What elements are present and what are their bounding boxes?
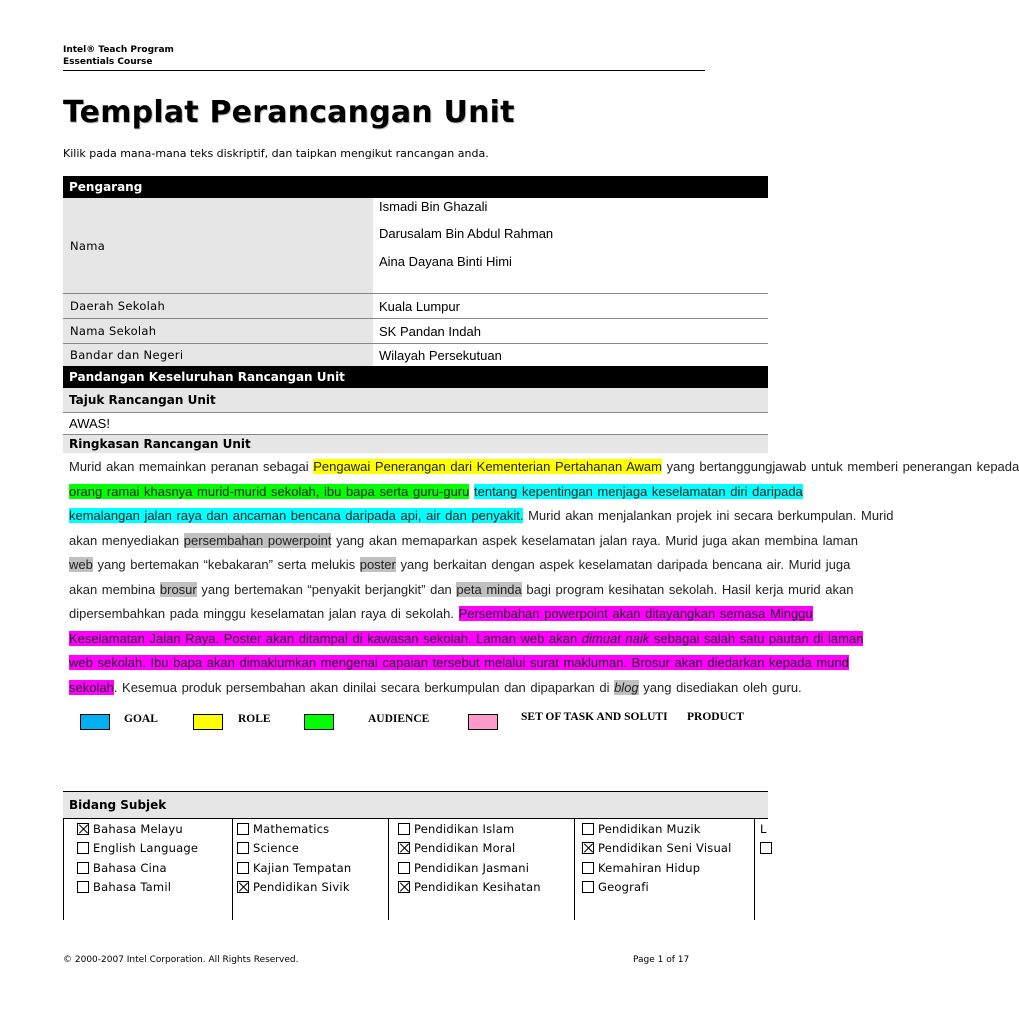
subject-option[interactable]	[760, 819, 776, 839]
subject-label: Pendidikan Seni Visual	[598, 841, 732, 856]
summary-line	[69, 481, 829, 506]
summary-line	[69, 628, 864, 653]
summary-line	[69, 456, 1019, 481]
subject-column	[760, 819, 776, 896]
instruction-text: Kilik pada mana-mana teks diskriptif, dan taipkan mengikut rancangan anda.	[63, 147, 489, 160]
unit-title-label: Tajuk Rancangan Unit	[63, 388, 768, 412]
legend-label-goal: GOAL	[124, 713, 158, 725]
subject-option[interactable]	[77, 858, 198, 878]
highlighted-text: Pengawai Penerangan dari Kementerian Pertahanan Awam	[313, 459, 662, 474]
subject-option[interactable]	[398, 858, 541, 878]
summary-line	[69, 579, 854, 604]
checkbox-icon[interactable]	[582, 823, 594, 835]
checkbox-icon[interactable]	[77, 862, 89, 874]
subject-label: Pendidikan Sivik	[253, 880, 350, 895]
page-title: Templat Perancangan Unit	[63, 95, 515, 130]
bandar-negeri-value[interactable]: Wilayah Persekutuan	[379, 347, 502, 363]
subject-label: Pendidikan Moral	[414, 841, 516, 856]
subject-option[interactable]	[398, 878, 541, 898]
subject-label: Bahasa Melayu	[93, 821, 183, 836]
summary-text: Murid akan menjalankan projek ini secara berkumpulan. Murid	[523, 508, 894, 523]
highlighted-text: kemalangan jalan raya dan ancaman bencana daripada api, air dan penyakit.	[69, 508, 524, 523]
highlighted-text: blog	[614, 679, 639, 695]
legend-label-product: PRODUCT	[687, 711, 744, 723]
highlighted-text: Keselamatan Jalan Raya. Poster akan ditampal di kawasan sekolah. Laman web akan	[69, 630, 582, 646]
summary-text: yang bertemakan “penyakit berjangkit” dan	[196, 581, 457, 597]
summary-text: . Kesemua produk persembahan akan dinilai secara berkumpulan dan dipaparkan di	[113, 679, 615, 695]
subject-label: Kemahiran Hidup	[598, 860, 701, 875]
author-section-heading: Pengarang	[63, 176, 768, 198]
checkbox-checked-icon[interactable]	[237, 881, 249, 893]
column-divider	[754, 818, 755, 920]
subject-column	[77, 819, 198, 896]
summary-text: akan membina	[69, 581, 160, 597]
subject-label: Pendidikan Islam	[414, 821, 515, 836]
subject-option[interactable]	[582, 858, 732, 878]
checkbox-icon[interactable]	[398, 823, 410, 835]
highlighted-text: peta minda	[456, 581, 522, 597]
summary-line	[69, 530, 858, 555]
column-divider	[574, 818, 575, 920]
subject-option[interactable]	[760, 839, 776, 859]
subjects-heading: Bidang Subjek	[63, 792, 768, 818]
header-rule	[63, 70, 705, 71]
subject-option[interactable]	[582, 839, 732, 859]
summary-line	[69, 505, 894, 530]
checkbox-checked-icon[interactable]	[398, 881, 410, 893]
bandar-negeri-label: Bandar dan Negeri	[63, 344, 373, 366]
summary-line	[69, 652, 849, 677]
subject-option[interactable]	[237, 878, 351, 898]
summary-line	[69, 677, 829, 702]
summary-text: dipersembahkan pada minggu keselamatan jalan raya di sekolah.	[69, 606, 459, 621]
subject-option[interactable]	[77, 878, 198, 898]
daerah-sekolah-value[interactable]: Kuala Lumpur	[379, 298, 460, 314]
highlighted-text: web	[69, 557, 93, 572]
unit-plan-table	[63, 176, 1019, 920]
subject-option[interactable]	[77, 839, 198, 859]
subject-option[interactable]	[237, 858, 351, 878]
subject-label: Geografi	[598, 880, 649, 895]
column-divider	[388, 818, 389, 920]
highlighted-text: Persembahan powerpoint akan ditayangkan semasa Minggu	[458, 606, 813, 621]
daerah-sekolah-label: Daerah Sekolah	[63, 294, 373, 318]
highlighted-text: poster	[359, 557, 396, 572]
highlighted-text: persembahan powerpoint	[183, 532, 332, 548]
document-header	[63, 44, 174, 68]
program-name: Intel® Teach Program	[63, 45, 174, 55]
highlighted-text: orang ramai khasnya murid-murid sekolah, ibu bapa serta guru-guru	[69, 483, 470, 499]
subject-option[interactable]	[77, 819, 198, 839]
author-name: Darusalam Bin Abdul Rahman	[379, 226, 554, 241]
subject-column	[582, 819, 732, 896]
legend-label-role: ROLE	[238, 713, 271, 725]
overview-section-heading: Pandangan Keseluruhan Rancangan Unit	[63, 366, 768, 388]
course-name: Essentials Course	[63, 57, 153, 67]
legend-swatch-audience	[304, 714, 334, 730]
subject-label: Pendidikan Kesihatan	[414, 880, 541, 895]
legend-swatch-task	[468, 714, 498, 730]
highlighted-text: brosur	[159, 581, 197, 597]
author-name: Ismadi Bin Ghazali	[379, 199, 488, 214]
column-divider	[232, 818, 233, 920]
checkbox-icon[interactable]	[237, 842, 249, 854]
checkbox-icon[interactable]	[237, 862, 249, 874]
legend-label-task: SET OF TASK AND SOLUTI	[521, 711, 668, 723]
nama-label: Nama	[63, 198, 373, 293]
subject-label: Bahasa Cina	[93, 860, 167, 875]
summary-text: yang berkaitan dengan aspek keselamatan daripada bencana air. Murid juga	[395, 557, 851, 572]
nama-sekolah-label: Nama Sekolah	[63, 319, 373, 343]
subject-column	[398, 819, 541, 896]
subject-label: Science	[253, 841, 299, 856]
subject-option[interactable]	[237, 839, 351, 859]
subject-label: Pendidikan Jasmani	[414, 860, 530, 875]
author-name: Aina Dayana Binti Himi	[379, 254, 512, 269]
subject-option[interactable]	[398, 839, 541, 859]
table-border-left	[63, 818, 64, 920]
legend-label-audience: AUDIENCE	[368, 713, 430, 725]
summary-line	[69, 603, 829, 628]
summary-line	[69, 554, 851, 579]
legend-swatch-role	[193, 714, 223, 730]
highlighted-text: sebagai salah satu pautan di laman	[649, 630, 864, 646]
subject-label: Pendidikan Muzik	[598, 821, 701, 836]
subject-label: L	[760, 821, 767, 836]
summary-text: yang bertanggungjawab untuk memberi penerangan kepada	[661, 459, 1019, 474]
footer-copyright: © 2000-2007 Intel Corporation. All Rights Reserved.	[63, 955, 299, 965]
checkbox-icon[interactable]	[582, 862, 594, 874]
subject-column	[237, 819, 351, 896]
checkbox-icon[interactable]	[398, 862, 410, 874]
footer-page-number: Page 1 of 17	[633, 955, 690, 965]
subject-option[interactable]	[237, 819, 351, 839]
checkbox-checked-icon[interactable]	[398, 842, 410, 854]
legend-swatch-goal	[80, 714, 110, 730]
subject-label: English Language	[93, 841, 199, 856]
checkbox-checked-icon[interactable]	[77, 823, 89, 835]
checkbox-icon[interactable]	[77, 881, 89, 893]
summary-text: bagi program kesihatan sekolah. Hasil kerja murid akan	[521, 581, 854, 597]
summary-label: Ringkasan Rancangan Unit	[63, 435, 768, 453]
summary-text: akan menyediakan	[69, 532, 184, 548]
color-legend	[63, 709, 768, 733]
summary-text: Murid akan memainkan peranan sebagai	[69, 459, 314, 474]
subject-label: Mathematics	[253, 821, 330, 836]
checkbox-icon[interactable]	[77, 842, 89, 854]
subject-label: Kajian Tempatan	[253, 860, 352, 875]
highlighted-text: tentang kepentingan menjaga keselamatan diri daripada	[474, 483, 803, 499]
unit-title-value[interactable]: AWAS!	[69, 416, 110, 431]
subject-label: Bahasa Tamil	[93, 880, 172, 895]
subject-option[interactable]	[398, 819, 541, 839]
subject-option[interactable]	[582, 878, 732, 898]
nama-sekolah-value[interactable]: SK Pandan Indah	[379, 323, 481, 339]
unit-summary-text[interactable]	[69, 456, 1019, 701]
checkbox-icon[interactable]	[582, 881, 594, 893]
highlighted-text: sekolah	[69, 679, 114, 695]
checkbox-icon[interactable]	[237, 823, 249, 835]
summary-text: yang bertemakan “kebakaran” serta melukis	[92, 557, 360, 572]
summary-text: yang akan memaparkan aspek keselamatan jalan raya. Murid juga akan membina laman	[331, 532, 858, 548]
highlighted-text: dimuat naik	[581, 630, 650, 646]
checkbox-icon[interactable]	[760, 842, 772, 854]
summary-text: yang disediakan oleh guru.	[638, 679, 802, 695]
highlighted-text: web sekolah. Ibu bapa akan dimaklumkan mengenai capaian tersebut melalui surat makluman. Brosur akan diedarkan kepada murid	[69, 655, 849, 670]
subject-option[interactable]	[582, 819, 732, 839]
nama-values[interactable]	[373, 198, 768, 293]
checkbox-checked-icon[interactable]	[582, 842, 594, 854]
